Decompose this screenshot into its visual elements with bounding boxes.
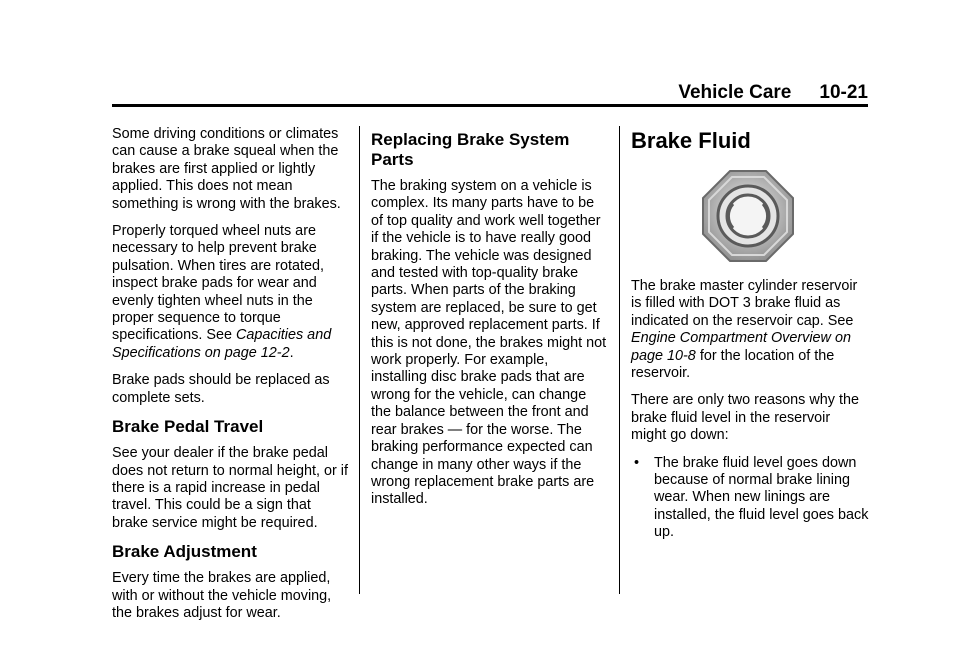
heading-brake-pedal-travel: Brake Pedal Travel xyxy=(112,417,264,437)
paragraph: There are only two reasons why the brake fluid level in the reservoir might go down: xyxy=(631,392,859,444)
paragraph xyxy=(112,223,348,362)
heading-replacing-brake-parts: Replacing Brake System Parts xyxy=(371,130,570,169)
heading-brake-fluid: Brake Fluid xyxy=(631,128,751,153)
brake-fluid-symbol-graphic xyxy=(700,168,796,264)
header-rule xyxy=(112,104,868,107)
column-right xyxy=(631,126,869,552)
bullet-text: The brake fluid level goes down because of normal brake lining wear. When new linings are installed, the fluid level goes back up. xyxy=(654,454,869,541)
paragraph-text: for the location of the reservoir. xyxy=(631,347,835,382)
page-header xyxy=(112,82,868,104)
paragraph xyxy=(631,278,869,382)
paragraph: See your dealer if the brake pedal does not return to normal height, or if there is a rapid increase in pedal travel. This could be a sign that brake service might be required. xyxy=(112,445,348,531)
paragraph: Some driving conditions or climates can cause a brake squeal when the brakes are first applied or lightly applied. This does not mean something is wrong with the brakes. xyxy=(112,126,341,212)
paragraph-text: The brake master cylinder reservoir is filled with DOT 3 brake fluid as indicated on the reservoir cap. See xyxy=(631,278,858,329)
paragraph-text: . xyxy=(289,344,294,361)
heading-brake-adjustment: Brake Adjustment xyxy=(112,542,257,562)
bullet-item xyxy=(631,455,869,542)
paragraph-text: Properly torqued wheel nuts are necessary to help prevent brake pulsation. When tires are rotated, inspect brake pads for wear and evenly tighten wheel nuts in the proper sequence to torque specifications. See xyxy=(112,223,324,344)
paragraph: The braking system on a vehicle is complex. Its many parts have to be of top quality and work well together if the vehicle is to have really good braking. The vehicle was designed and tested with top-quality brake parts. When parts of the braking system are replaced, be sure to get new, approved replacement parts. If this is not done, the brakes might not work properly. For example, installing disc brake pads that are wrong for the vehicle, can change the balance between the front and rear brakes — for the worse. The braking performance expected can change in many other ways if the wrong replacement brake parts are installed. xyxy=(371,178,607,508)
paragraph: Brake pads should be replaced as complete sets. xyxy=(112,372,330,406)
column-left xyxy=(112,126,348,632)
bullet-icon: • xyxy=(634,454,640,471)
paragraph: Every time the brakes are applied, with or without the vehicle moving, the brakes adjust for wear. xyxy=(112,570,332,621)
cross-reference-link[interactable]: Capacities and Specifications on page 12-2 xyxy=(112,327,332,361)
column-divider xyxy=(359,126,360,594)
section-title: Vehicle Care xyxy=(678,82,792,103)
brake-fluid-symbol-icon xyxy=(700,168,796,264)
cross-reference-link[interactable]: Engine Compartment Overview on page 10-8 xyxy=(631,330,851,364)
page-number: 10-21 xyxy=(819,82,868,103)
column-divider xyxy=(619,126,620,594)
column-middle xyxy=(371,126,607,519)
